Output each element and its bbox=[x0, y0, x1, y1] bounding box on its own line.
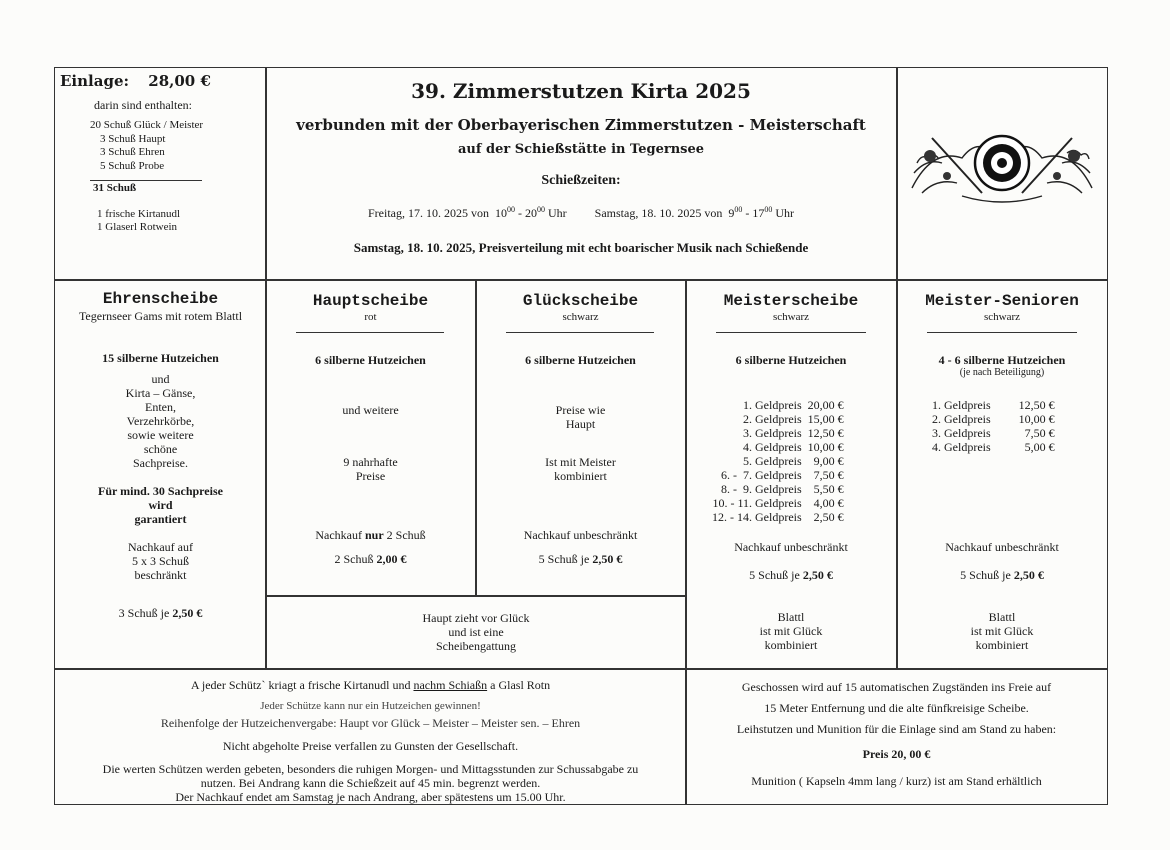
prize-rank: 3. Geldpreis bbox=[743, 426, 802, 440]
footer-ammo: Munition ( Kapseln 4mm lang / kurz) ist am Stand erhältlich bbox=[751, 774, 1042, 788]
meisterscheibe-section bbox=[686, 292, 896, 367]
ehrenscheibe-nachkauf: 5 x 3 Schuß bbox=[132, 554, 189, 568]
senioren-color: schwarz bbox=[983, 311, 1021, 323]
senioren-price: 2,50 € bbox=[1013, 568, 1044, 582]
hauptscheibe-underline bbox=[296, 332, 444, 333]
footer-kirtanudl: A jeder Schütz` kriagt a frische Kirtanudl und nachm Schiaßn a Glasl Rotn bbox=[190, 678, 551, 692]
senioren-section bbox=[897, 292, 1107, 379]
hauptscheibe-color: rot bbox=[364, 311, 377, 323]
hauptscheibe-nachkauf: Nachkauf nur 2 Schuß bbox=[315, 527, 426, 542]
glueckscheibe-price: 2,50 € bbox=[592, 551, 623, 566]
hauptscheibe-title: Hauptscheibe bbox=[312, 292, 429, 310]
senioren-blattl: kombiniert bbox=[975, 638, 1029, 652]
senioren-blattl: Blattl bbox=[988, 610, 1016, 624]
senioren-prize-note: (je nach Beteiligung) bbox=[959, 366, 1045, 378]
prize-amount: 7,50 € bbox=[1024, 426, 1055, 440]
prize-row bbox=[712, 482, 844, 496]
prize-rank: 12. - 14. Geldpreis bbox=[712, 510, 802, 524]
prize-row bbox=[932, 412, 1055, 426]
glueckscheibe-combined: kombiniert bbox=[554, 468, 607, 483]
ehrenscheibe-prize: 15 silberne Hutzeichen bbox=[102, 351, 219, 365]
meisterscheibe-price-line: 5 Schuß je 2,50 € bbox=[749, 568, 833, 582]
prize-rank: 8. - 9. Geldpreis bbox=[721, 482, 802, 496]
prize-amount: 10,00 € bbox=[1018, 412, 1055, 426]
footer-rental-price: Preis 20, 00 € bbox=[862, 747, 931, 761]
saturday-times: Samstag, 18. 10. 2025 von $9^{00} - 17^{00}$ Uhr bbox=[594, 205, 794, 220]
glueckscheibe-same: Haupt bbox=[565, 416, 596, 431]
footer-right bbox=[686, 680, 1107, 788]
footer-forfeit: Nicht abgeholte Preise verfallen zu Gunsten der Gesellschaft. bbox=[222, 738, 519, 753]
senioren-blattl: ist mit Glück bbox=[970, 624, 1034, 638]
einlage-intro: darin sind enthalten: bbox=[94, 98, 192, 112]
prize-amount: 5,00 € bbox=[1024, 440, 1055, 454]
ehrenscheibe-section bbox=[56, 290, 265, 620]
note-line: Scheibengattung bbox=[436, 639, 516, 653]
ehrenscheibe-line: Sachpreise. bbox=[133, 456, 188, 470]
hauptscheibe-extra: Preise bbox=[355, 468, 386, 483]
prize-rank: 10. - 11. Geldpreis bbox=[712, 496, 802, 510]
prize-amount: 2,50 € bbox=[813, 510, 844, 524]
glueckscheibe-price-line: 5 Schuß je 2,50 € bbox=[538, 551, 623, 566]
prize-amount: 20,00 € bbox=[807, 398, 844, 412]
divider-footer bbox=[54, 668, 1108, 670]
ehrenscheibe-line: schöne bbox=[143, 442, 178, 456]
footer-request: Die werten Schützen werden gebeten, besonders die ruhigen Morgen- und Mittagsstunden zur Schussabgabe zu bbox=[102, 761, 639, 776]
glueckscheibe-combined: Ist mit Meister bbox=[545, 454, 616, 469]
prize-rank: 1. Geldpreis bbox=[932, 398, 991, 412]
page-title: 39. Zimmerstutzen Kirta 2025 bbox=[411, 79, 751, 103]
ehrenscheibe-line: und bbox=[151, 372, 170, 386]
prize-row bbox=[712, 426, 844, 440]
einlage-item: 3 Schuß Ehren bbox=[100, 146, 165, 158]
prize-amount: 7,50 € bbox=[813, 468, 844, 482]
einlage-label: Einlage: bbox=[60, 72, 130, 90]
ehrenscheibe-price: 2,50 € bbox=[172, 606, 203, 620]
ehrenscheibe-guarantee: garantiert bbox=[134, 512, 187, 526]
senioren-prize: 4 - 6 silberne Hutzeichen bbox=[938, 352, 1066, 367]
meisterscheibe-underline bbox=[716, 332, 866, 333]
prize-amount: 10,00 € bbox=[807, 440, 844, 454]
glueckscheibe-nachkauf: Nachkauf unbeschränkt bbox=[523, 527, 638, 542]
footer-one-badge: Jeder Schütze kann nur ein Hutzeichen gewinnen! bbox=[260, 700, 481, 712]
ehrenscheibe-title: Ehrenscheibe bbox=[102, 290, 219, 308]
divider-header-right bbox=[896, 67, 898, 279]
glueckscheibe-section bbox=[476, 292, 685, 566]
hauptscheibe-price-line: 2 Schuß 2,00 € bbox=[334, 551, 407, 566]
ehrenscheibe-nachkauf: beschränkt bbox=[134, 568, 187, 582]
prize-rank: 1. Geldpreis bbox=[743, 398, 802, 412]
einlage-amount: 28,00 € bbox=[148, 72, 211, 90]
einlage-extra: 1 Glaserl Rotwein bbox=[97, 221, 178, 233]
prize-amount: 12,50 € bbox=[1018, 398, 1055, 412]
hauptscheibe-extra: 9 nahrhafte bbox=[343, 454, 398, 469]
einlage-item: 20 Schuß Glück / Meister bbox=[90, 119, 204, 131]
footer-request: Der Nachkauf endet am Samstag je nach Andrang, aber spätestens um 15.00 Uhr. bbox=[175, 789, 566, 804]
meisterscheibe-blattl: ist mit Glück bbox=[759, 624, 823, 638]
haupt-glueck-note bbox=[266, 611, 686, 653]
prize-rank: 3. Geldpreis bbox=[932, 426, 991, 440]
senioren-prize-table bbox=[932, 398, 1055, 454]
glueckscheibe-title: Glückscheibe bbox=[522, 292, 639, 310]
award-ceremony: Samstag, 18. 10. 2025, Preisverteilung mit echt boarischer Musik nach Schießende bbox=[353, 240, 809, 255]
meisterscheibe-title: Meisterscheibe bbox=[723, 292, 859, 310]
glueckscheibe-underline bbox=[506, 332, 654, 333]
friday-times: Freitag, 17. 10. 2025 von $10^{00} - 20^{00}$ Uhr bbox=[367, 205, 567, 220]
einlage-extra: 1 frische Kirtanudl bbox=[97, 207, 181, 220]
glueckscheibe-color: schwarz bbox=[562, 311, 599, 323]
footer-order: Reihenfolge der Hutzeichenvergabe: Haupt vor Glück – Meister – Meister sen. – Ehren bbox=[160, 715, 581, 730]
prize-row bbox=[712, 510, 844, 524]
prize-rank: 6. - 7. Geldpreis bbox=[721, 468, 802, 482]
footer-distance: 15 Meter Entfernung und die alte fünfkreisige Scheibe. bbox=[764, 701, 1029, 715]
divider-row1 bbox=[54, 279, 1108, 281]
senioren-nachkauf: Nachkauf unbeschränkt bbox=[945, 540, 1059, 554]
prize-row bbox=[712, 496, 844, 510]
prize-rank: 4. Geldpreis bbox=[932, 440, 991, 454]
prize-amount: 9,00 € bbox=[813, 454, 844, 468]
meisterscheibe-bottom bbox=[686, 540, 896, 652]
meisterscheibe-blattl: kombiniert bbox=[764, 638, 818, 652]
footer-stands: Geschossen wird auf 15 automatischen Zugständen ins Freie auf bbox=[741, 680, 1052, 694]
ehrenscheibe-subtitle: Tegernseer Gams mit rotem Blattl bbox=[78, 309, 243, 323]
note-line: und ist eine bbox=[448, 625, 504, 639]
footer-rental: Leihstutzen und Munition für die Einlage sind am Stand zu haben: bbox=[736, 722, 1057, 736]
einlage-section bbox=[60, 72, 260, 235]
prize-row bbox=[932, 440, 1055, 454]
prize-amount: 4,00 € bbox=[813, 496, 844, 510]
meisterscheibe-price: 2,50 € bbox=[802, 568, 833, 582]
prize-rank: 4. Geldpreis bbox=[743, 440, 802, 454]
hauptscheibe-price: 2,00 € bbox=[376, 551, 407, 566]
meisterscheibe-nachkauf: Nachkauf unbeschränkt bbox=[734, 540, 848, 554]
prize-row bbox=[712, 412, 844, 426]
meisterscheibe-color: schwarz bbox=[772, 311, 810, 323]
glueckscheibe-prize: 6 silberne Hutzeichen bbox=[525, 352, 636, 367]
senioren-underline bbox=[927, 332, 1077, 333]
einlage-total: 31 Schuß bbox=[93, 182, 137, 194]
senioren-title: Meister-Senioren bbox=[925, 292, 1079, 310]
hauptscheibe-section bbox=[266, 292, 475, 566]
prize-row bbox=[932, 426, 1055, 440]
senioren-bottom bbox=[897, 540, 1107, 652]
ehrenscheibe-guarantee: Für mind. 30 Sachpreise bbox=[98, 484, 223, 498]
footer-request: nutzen. Bei Andrang kann die Schießzeit auf 45 min. begrenzt werden. bbox=[200, 775, 541, 790]
location: auf der Schießstätte in Tegernsee bbox=[457, 142, 705, 157]
target-emblem bbox=[902, 118, 1102, 208]
hauptscheibe-prize: 6 silberne Hutzeichen bbox=[315, 352, 426, 367]
prize-row bbox=[712, 440, 844, 454]
note-line: Haupt zieht vor Glück bbox=[422, 611, 530, 625]
prize-row bbox=[712, 398, 844, 412]
prize-rank: 5. Geldpreis bbox=[743, 454, 802, 468]
einlage-item: 5 Schuß Probe bbox=[100, 159, 165, 172]
hauptscheibe-more: und weitere bbox=[342, 402, 399, 417]
prize-row bbox=[712, 454, 844, 468]
prize-amount: 15,00 € bbox=[807, 412, 844, 426]
prize-rank: 2. Geldpreis bbox=[743, 412, 802, 426]
senioren-price-line: 5 Schuß je 2,50 € bbox=[960, 568, 1044, 582]
meisterscheibe-prize-table bbox=[712, 398, 844, 524]
einlage-sum-line bbox=[90, 180, 202, 181]
header-section bbox=[266, 78, 896, 256]
ehrenscheibe-line: sowie weitere bbox=[127, 428, 194, 442]
ehrenscheibe-guarantee: wird bbox=[148, 498, 173, 512]
ehrenscheibe-nachkauf: Nachkauf auf bbox=[128, 540, 193, 554]
times-label: Schießzeiten: bbox=[541, 173, 621, 188]
page-subtitle: verbunden mit der Oberbayerischen Zimmerstutzen - Meisterschaft bbox=[296, 116, 866, 134]
ehrenscheibe-line: Enten, bbox=[145, 400, 176, 414]
meisterscheibe-blattl: Blattl bbox=[777, 610, 805, 624]
meisterscheibe-prize: 6 silberne Hutzeichen bbox=[735, 352, 847, 367]
prize-rank: 2. Geldpreis bbox=[932, 412, 991, 426]
prize-row bbox=[712, 468, 844, 482]
divider-note bbox=[265, 595, 686, 597]
footer-left bbox=[56, 678, 685, 804]
prize-row bbox=[932, 398, 1055, 412]
ehrenscheibe-price-line: 3 Schuß je 2,50 € bbox=[118, 606, 203, 620]
einlage-item: 3 Schuß Haupt bbox=[100, 132, 166, 145]
prize-amount: 12,50 € bbox=[807, 426, 844, 440]
ehrenscheibe-line: Kirta – Gänse, bbox=[125, 386, 196, 400]
ehrenscheibe-line: Verzehrkörbe, bbox=[126, 414, 195, 428]
prize-amount: 5,50 € bbox=[813, 482, 844, 496]
glueckscheibe-same: Preise wie bbox=[555, 402, 606, 417]
